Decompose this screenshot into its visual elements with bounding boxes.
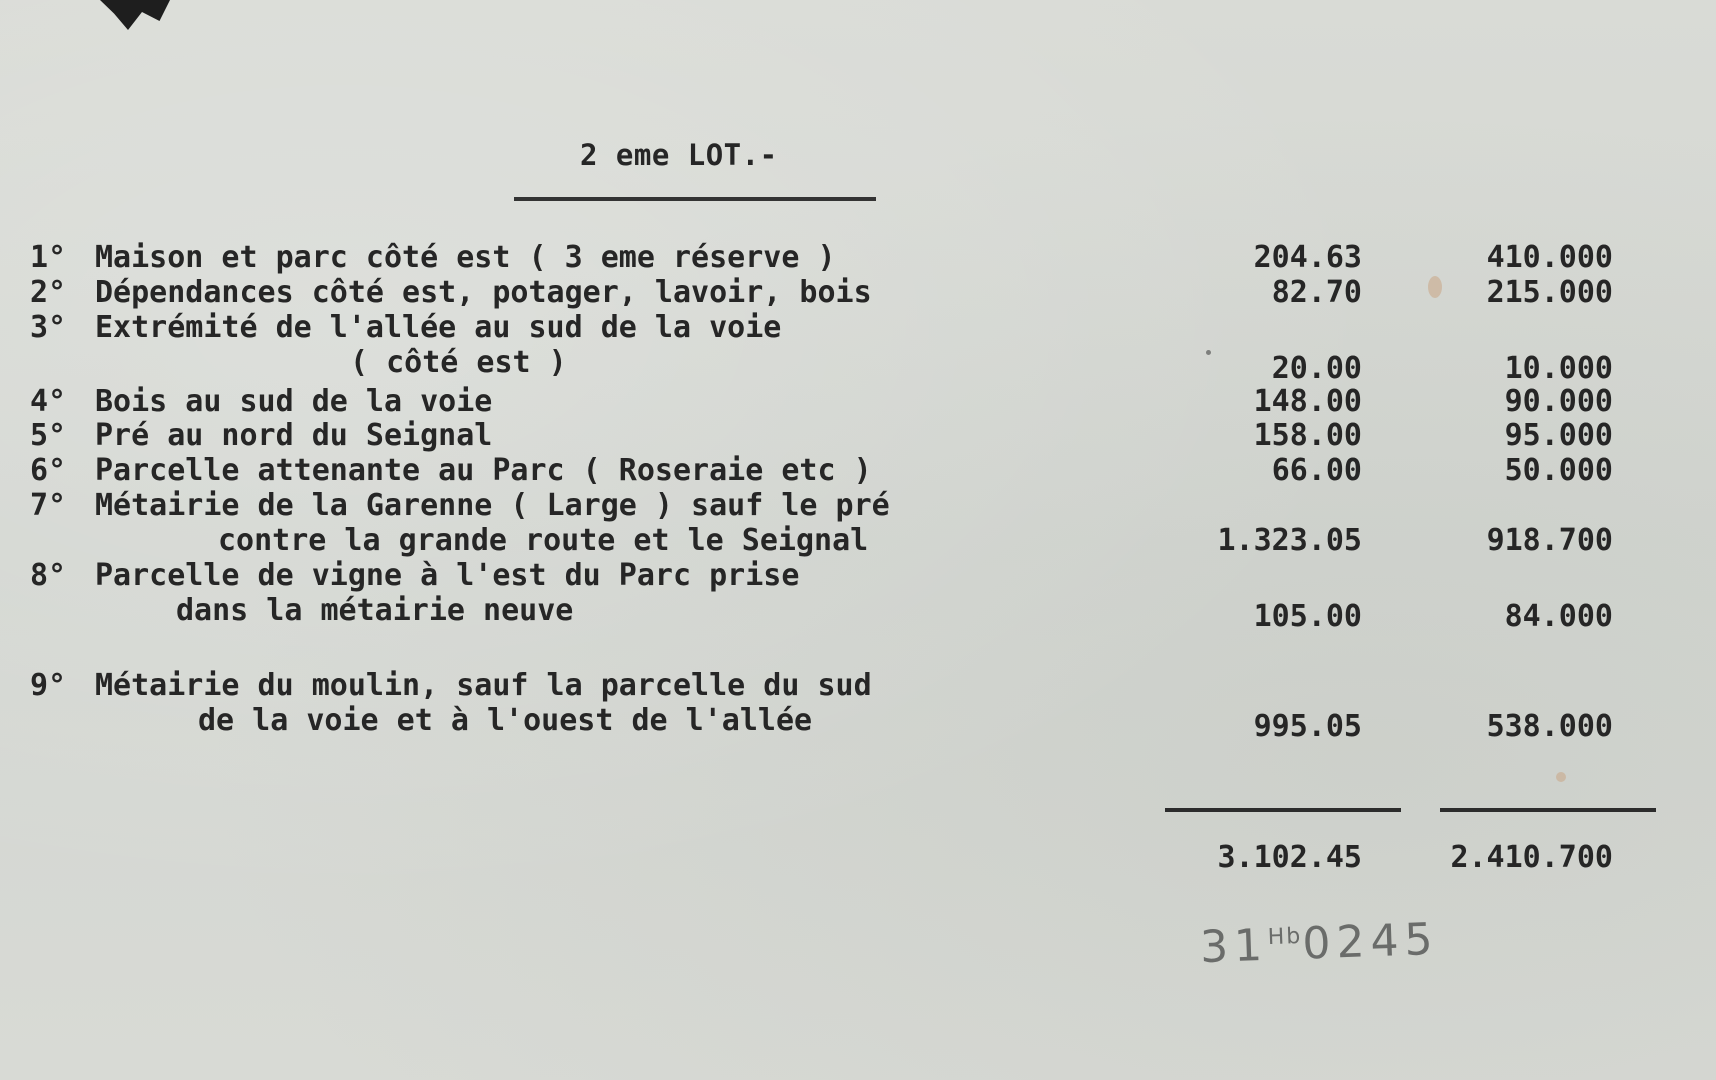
ink-blot [100,0,170,30]
item-description: Dépendances côté est, potager, lavoir, bois [95,275,872,310]
item-number: 8° [30,558,67,593]
item-number: 4° [30,384,67,419]
item-area: 66.00 [1271,453,1362,488]
item-value: 95.000 [1504,418,1613,453]
item-area: 82.70 [1271,275,1362,310]
item-description: Bois au sud de la voie [95,384,493,419]
item-area: 148.00 [1253,384,1362,419]
item-value: 10.000 [1504,351,1613,386]
pencil-annotation-rest: 0245 [1301,913,1440,970]
item-value: 538.000 [1486,709,1613,744]
page-title: 2 eme LOT.- [580,138,778,172]
item-number: 6° [30,453,67,488]
total-area: 3.102.45 [1217,840,1362,875]
item-area: 204.63 [1253,240,1362,275]
item-area: 995.05 [1253,709,1362,744]
item-description-line2: dans la métairie neuve [176,593,574,628]
paper-speck [1206,350,1211,355]
item-number: 7° [30,488,67,523]
item-value: 84.000 [1504,599,1613,634]
item-area: 105.00 [1253,599,1362,634]
item-value: 918.700 [1486,523,1613,558]
item-area: 20.00 [1271,351,1362,386]
paper-stain [1428,276,1442,298]
pencil-annotation-main: 31 [1199,919,1269,974]
item-description: Maison et parc côté est ( 3 eme réserve ) [95,240,836,275]
item-description-line2: de la voie et à l'ouest de l'allée [198,703,813,738]
pencil-annotation-sup: Hb [1267,923,1303,951]
item-number: 1° [30,240,67,275]
title-underline [514,197,876,201]
total-value: 2.410.700 [1450,840,1613,875]
item-area: 1.323.05 [1217,523,1362,558]
item-description: Métairie du moulin, sauf la parcelle du sud [95,668,872,703]
item-description-line2: ( côté est ) [350,345,567,380]
item-number: 5° [30,418,67,453]
item-description-line2: contre la grande route et le Seignal [218,523,869,558]
item-description: Parcelle de vigne à l'est du Parc prise [95,558,800,593]
pencil-annotation [1199,914,1439,973]
item-number: 2° [30,275,67,310]
area-sum-rule [1165,808,1401,812]
item-description: Métairie de la Garenne ( Large ) sauf le pré [95,488,890,523]
item-description: Extrémité de l'allée au sud de la voie [95,310,782,345]
paper-stain [1556,772,1566,782]
item-value: 215.000 [1486,275,1613,310]
item-area: 158.00 [1253,418,1362,453]
item-number: 9° [30,668,67,703]
item-number: 3° [30,310,67,345]
item-value: 50.000 [1504,453,1613,488]
item-value: 410.000 [1486,240,1613,275]
item-description: Parcelle attenante au Parc ( Roseraie etc ) [95,453,872,488]
item-value: 90.000 [1504,384,1613,419]
item-description: Pré au nord du Seignal [95,418,493,453]
value-sum-rule [1440,808,1656,812]
